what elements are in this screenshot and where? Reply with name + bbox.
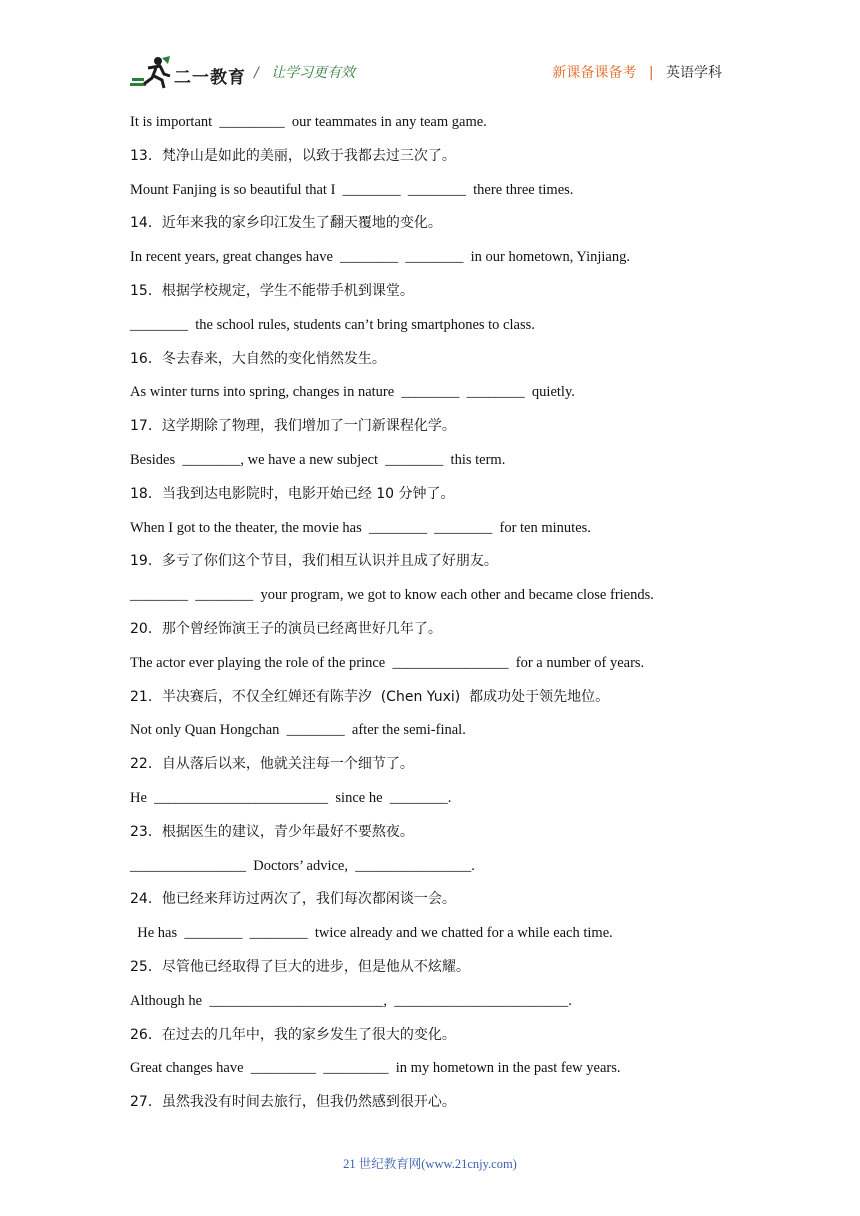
logo-text: 二一教育	[174, 68, 246, 88]
exercise-line: He has ________ ________ twice already and we chatted for a while each time.	[130, 925, 613, 942]
exercise-line: Besides ________, we have a new subject ________ this term.	[130, 451, 506, 468]
exercise-line: 23．根据医生的建议，青少年最好不要熬夜。	[130, 823, 414, 840]
exercise-line: ________ the school rules, students can’t bring smartphones to class.	[130, 316, 535, 333]
page-footer: 21 世纪教育网(www.21cnjy.com)	[343, 1157, 517, 1171]
logo	[130, 54, 250, 90]
exercise-line: When I got to the theater, the movie has ________ ________ for ten minutes.	[130, 519, 591, 536]
exercise-line: 26．在过去的几年中，我的家乡发生了很大的变化。	[130, 1026, 456, 1043]
exercise-line: Great changes have _________ _________ in my hometown in the past few years.	[130, 1060, 621, 1077]
exercise-line: 25．尽管他已经取得了巨大的进步，但是他从不炫耀。	[130, 958, 470, 975]
exercise-line: ________ ________ your program, we got to know each other and became close friends.	[130, 587, 654, 604]
exercise-line: 20．那个曾经饰演王子的演员已经离世好几年了。	[130, 620, 442, 637]
exercise-line: 24．他已经来拜访过两次了，我们每次都闲谈一会。	[130, 891, 456, 908]
exercise-line: Mount Fanjing is so beautiful that I ________ ________ there three times.	[130, 181, 574, 198]
exercise-line: It is important _________ our teammates in any team game.	[130, 114, 487, 130]
exercise-line: Not only Quan Hongchan ________ after the semi-final.	[130, 722, 466, 739]
exercise-line: 21．半决赛后，不仅全红婵还有陈芋汐 (Chen Yuxi) 都成功处于领先地位。	[130, 688, 610, 705]
page-header	[130, 54, 730, 94]
exercise-line: 22．自从落后以来，他就关注每一个细节了。	[130, 756, 414, 773]
exercise-line: 16．冬去春来，大自然的变化悄然发生。	[130, 350, 386, 367]
header-separator: |	[648, 65, 654, 81]
runner-logo-icon	[130, 54, 174, 90]
exercise-line: 14．近年来我的家乡印江发生了翻天覆地的变化。	[130, 215, 442, 232]
exercise-line: ________________ Doctors’ advice, ________________.	[130, 857, 475, 874]
slogan-separator: /	[254, 65, 259, 81]
exercise-line: Although he ________________________, ________________________.	[130, 992, 572, 1009]
exercise-line: 13．梵净山是如此的美丽，以致于我都去过三次了。	[130, 147, 456, 164]
exercise-line: 15．根据学校规定，学生不能带手机到课堂。	[130, 282, 414, 299]
header-right	[552, 62, 722, 82]
slogan	[254, 62, 355, 82]
exercise-line: He ________________________ since he ________.	[130, 789, 452, 806]
exercise-line: 19．多亏了你们这个节目，我们相互认识并且成了好朋友。	[130, 553, 498, 570]
exercise-content	[130, 112, 730, 1126]
exercise-line: 18．当我到达电影院时，电影开始已经 10 分钟了。	[130, 485, 455, 502]
exercise-line: 27．虽然我没有时间去旅行，但我仍然感到很开心。	[130, 1094, 456, 1111]
exercise-line: As winter turns into spring, changes in nature ________ ________ quietly.	[130, 384, 575, 401]
slogan-text: 让学习更有效	[271, 65, 356, 81]
exercise-line: In recent years, great changes have ________ ________ in our hometown, Yinjiang.	[130, 249, 630, 266]
course-label: 新课备课备考	[552, 65, 637, 81]
subject-label: 英语学科	[666, 65, 722, 81]
exercise-line: 17．这学期除了物理，我们增加了一门新课程化学。	[130, 418, 456, 435]
exercise-line: The actor ever playing the role of the prince ________________ for a number of years.	[130, 654, 645, 671]
